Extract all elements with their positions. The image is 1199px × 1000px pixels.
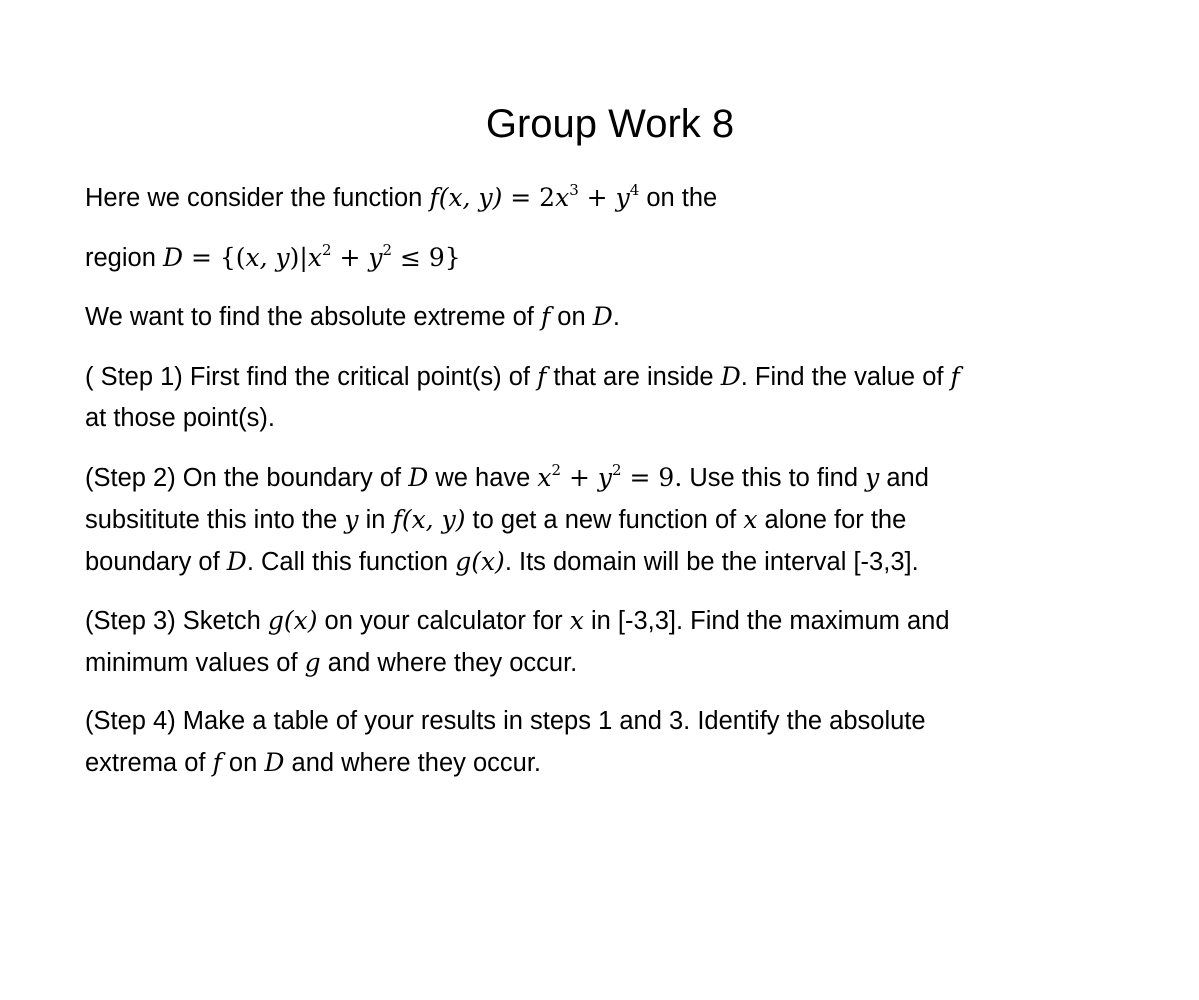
- math-text: +: [578, 183, 616, 212]
- math-text: = 9.: [621, 463, 683, 492]
- text: ( Step 1) First find the critical point(s) of: [85, 363, 538, 391]
- text: we have: [428, 464, 538, 492]
- text: . Its domain will be the interval [-3,3].: [504, 548, 919, 576]
- math-exponent: 2: [612, 461, 622, 479]
- math-symbol: g: [455, 547, 472, 576]
- text: on: [550, 303, 593, 331]
- math-symbol: f: [950, 362, 960, 391]
- text: in [-3,3]. Find the maximum and: [583, 607, 950, 635]
- math-symbol: x: [569, 606, 584, 635]
- math-symbol: x: [555, 183, 570, 212]
- math-symbol: D: [264, 748, 285, 777]
- math-text: = {(: [183, 243, 246, 272]
- text: extrema of: [85, 749, 213, 777]
- math-symbol: y: [344, 505, 359, 534]
- math-args: (x, y): [401, 505, 466, 534]
- math-exponent: 2: [321, 241, 332, 259]
- math-args: x, y: [245, 243, 290, 272]
- text: Here we consider the function: [85, 184, 430, 212]
- text: subsititute this into the: [85, 506, 345, 534]
- page-title: Group Work 8: [485, 102, 735, 146]
- math-symbol: f: [429, 183, 439, 212]
- math-symbol: f: [212, 748, 222, 777]
- math-symbol: D: [226, 547, 247, 576]
- math-symbol: f: [537, 362, 547, 391]
- math-text: +: [331, 243, 369, 272]
- math-args: (x): [283, 606, 318, 635]
- text: that are inside: [546, 363, 721, 391]
- text: Use this to find: [682, 464, 866, 492]
- text: in: [358, 506, 393, 534]
- math-exponent: 3: [569, 181, 579, 199]
- text: .: [612, 303, 620, 331]
- text: at those point(s).: [85, 404, 275, 432]
- text: on the: [639, 184, 718, 212]
- text: region: [85, 244, 163, 272]
- text: to get a new function of: [465, 506, 744, 534]
- math-symbol: D: [592, 302, 613, 331]
- text: (Step 3) Sketch: [85, 607, 268, 635]
- math-exponent: 2: [551, 461, 562, 479]
- text: . Find the value of: [740, 363, 951, 391]
- text: and: [879, 464, 929, 492]
- math-symbol: y: [865, 463, 880, 492]
- math-exponent: 2: [382, 241, 393, 259]
- goal-statement: [85, 296, 1145, 338]
- math-expression: [163, 243, 461, 272]
- math-args: (x): [471, 547, 505, 576]
- math-symbol: f: [392, 505, 402, 534]
- region-definition: [85, 237, 1145, 279]
- math-symbol: y: [597, 463, 613, 492]
- math-expression: [439, 183, 640, 212]
- math-text: )|: [289, 243, 308, 272]
- text: alone for the: [757, 506, 907, 534]
- step-4: [85, 701, 1145, 784]
- math-symbol: x: [743, 505, 758, 534]
- math-expression: [537, 463, 682, 492]
- function-statement: [85, 177, 1145, 219]
- text: We want to find the absolute extreme of: [85, 303, 541, 331]
- math-symbol: y: [615, 183, 630, 212]
- math-symbol: D: [162, 243, 184, 272]
- text: on: [221, 749, 265, 777]
- math-symbol: g: [267, 606, 284, 635]
- math-symbol: D: [408, 463, 429, 492]
- text: . Call this function: [246, 548, 456, 576]
- text: minimum values of: [85, 649, 305, 677]
- text: (Step 2) On the boundary of: [85, 464, 409, 492]
- math-text: +: [561, 463, 598, 492]
- text: (Step 4) Make a table of your results in steps 1 and 3. Identify the absolute: [85, 707, 926, 735]
- math-symbol: f: [540, 302, 551, 331]
- text: on your calculator for: [317, 607, 570, 635]
- text: and where they occur.: [284, 749, 541, 777]
- math-symbol: D: [720, 362, 741, 391]
- math-text: = 2: [502, 183, 556, 212]
- step-2: [85, 457, 1145, 583]
- math-args: (x, y): [438, 183, 503, 212]
- text: and where they occur.: [320, 649, 578, 677]
- math-symbol: x: [537, 463, 552, 492]
- math-symbol: x: [307, 243, 322, 272]
- math-symbol: g: [304, 648, 321, 677]
- step-3: [85, 600, 1145, 684]
- math-symbol: y: [368, 243, 383, 272]
- step-1: [85, 356, 1145, 439]
- math-text: ≤ 9}: [392, 243, 461, 272]
- text: boundary of: [85, 548, 227, 576]
- math-exponent: 4: [629, 181, 640, 199]
